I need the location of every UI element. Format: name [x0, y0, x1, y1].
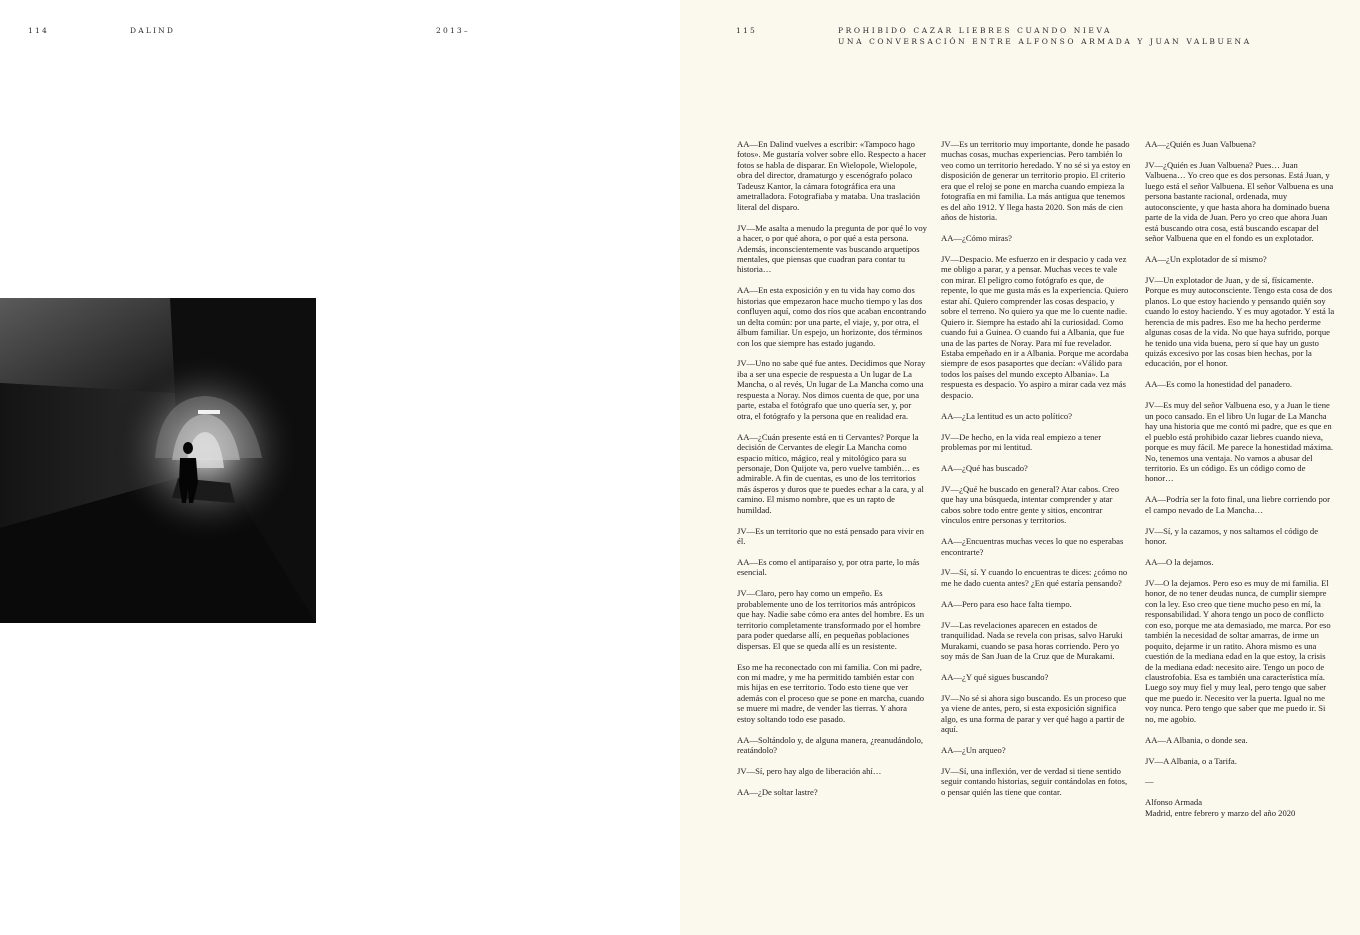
paragraph: AA—Es como la honestidad del panadero.: [1145, 379, 1293, 390]
interview-column-1: [737, 139, 927, 808]
paragraph: JV—Sí, pero hay algo de liberación ahí…: [737, 766, 882, 777]
signature-name: Alfonso Armada: [1145, 797, 1203, 808]
paragraph: AA—¿Quién es Juan Valbuena?: [1145, 139, 1256, 149]
paragraph: Eso me ha reconectado con mi familia. Con mi padre, con mi madre, y me ha permitido también estar con mis hijas en ese territorio. Todo esto tiene que ver además con el proceso que se pone en marcha, cuando se muere mi madre, de vender las tierras. Y ahora estoy soltando todo ese pasado.: [737, 661, 925, 724]
paragraph: JV—Sí, una inflexión, ver de verdad si tiene sentido seguir contando historias, seguir contándolas en fotos, o pensar quién las tiene que contar.: [941, 765, 1128, 797]
paragraph: AA—¿Cómo miras?: [941, 233, 1012, 244]
paragraph: AA—¿Y qué sigues buscando?: [941, 671, 1049, 682]
interview-column-2: [941, 139, 1131, 808]
paragraph: JV—Despacio. Me esfuerzo en ir despacio y cada vez me obligo a parar, y a pensar. Muchas veces te vale con mirar. El peligro como fotógrafo es que, de repente, lo que me gusta más es la experiencia. Quiero estar ahí. Quiero comprender las cosas despacio, y sobre el terreno. No quiero ya que me lo cuente nadie. Quiero ir. Siempre ha estado ahí la curiosidad. Como cuando fui a Guinea. O cuando fui a Albania, que fue una de las partes de Noray. Para mí fue revelador. Estaba empeñado en ir a Albania. Porque me acordaba siempre de esos pasaportes que decían: «Válido para todos los países del mundo excepto Albania». La respuesta es despacio. Yo aspiro a mirar cada vez más despacio.: [941, 253, 1129, 400]
paragraph: JV—Claro, pero hay como un empeño. Es probablemente uno de los territorios más antrópicos que hay. Nadie sabe cómo era antes del hombre. Es un territorio completamente transformado por el hombre para poder quedarse allí, en pequeñas poblaciones dispersas. El que se queda allí es un resistente.: [737, 588, 925, 651]
paragraph: AA—¿Un arqueo?: [941, 745, 1006, 756]
paragraph: AA—Soltándolo y, de alguna manera, ¿reanudándolo, reatándolo?: [737, 734, 924, 756]
paragraph: AA—¿Un explotador de sí mismo?: [1145, 253, 1267, 264]
paragraph: JV—Es muy del señor Valbuena eso, y a Juan le tiene un poco cansado. En el libro Un lugar de La Mancha hay una historia que me contó mi padre, que es que en el pueblo está prohibido cazar liebres cuando nieva, porque es muy fácil. Me parece la honestidad máxima. No, tenemos una ventaja. No vamos a abusar del territorio. Es un código. Es un código como de honor…: [1145, 400, 1334, 484]
paragraph: JV—De hecho, en la vida real empiezo a tener problemas por mi lentitud.: [941, 431, 1102, 453]
paragraph: AA—Pero para eso hace falta tiempo.: [941, 598, 1072, 609]
paragraph: JV—Un explotador de Juan, y de sí, físicamente. Porque es muy autoconsciente. Tengo esta cosa de dos planos. Lo que estoy haciendo y pensando quién soy cuando lo estoy haciendo. Y es muy agotador. Y está la herencia de mis padres. Eso me ha hecho perderme algunas cosas de la vida. No que haya sufrido, porque he tenido una vida buena, pero sí que hay un gusto quizás excesivo por las cosas bien hechas, por la educación, por el honor.: [1145, 274, 1335, 369]
paragraph: AA—¿Cuán presente está en ti Cervantes? Porque la decisión de Cervantes de elegir La Mancha como espacio mítico, mágico, real y mitológico para su personaje, Don Quijote va, pero vuelve también… es admirable. A fin de cuentas, es uno de los territorios más ásperos y duros que te puedes echar a la cara, y al camino. El mismo nombre, que es un rapto de humildad.: [737, 431, 924, 515]
paragraph: JV—Sí, y la cazamos, y nos saltamos el código de honor.: [1145, 525, 1319, 547]
page-number-left: 114: [28, 26, 49, 35]
paragraph: JV—A Albania, o a Tarifa.: [1145, 755, 1237, 766]
paragraph: AA—¿Qué has buscado?: [941, 462, 1028, 473]
article-heading: [838, 26, 1252, 47]
paragraph: JV—Las revelaciones aparecen en estados de tranquilidad. Nada se revela con prisas, salvo Haruki Murakami, cuando se pasa horas corriendo. Pero yo soy más de San Juan de la Cruz que de Murakami.: [941, 619, 1123, 662]
paragraph: JV—Me asalta a menudo la pregunta de por qué lo voy a hacer, o por qué ahora, o por qué a esta persona. Además, inconscientemente vas buscando arquetipos mentales, que piensas que cuadran para contar tu historia…: [737, 222, 927, 275]
paragraph: AA—Es como el antiparaíso y, por otra parte, lo más esencial.: [737, 557, 920, 578]
paragraph: AA—A Albania, o donde sea.: [1145, 734, 1248, 745]
paragraph: AA—En Dalind vuelves a escribir: «Tampoco hago fotos». Me gustaría volver sobre ello. Respecto a hacer fotos se habla de disparar. En Wielopole, Wielopole, obra del director, dramaturgo y escenógrafo polaco Tadeusz Kantor, la cámara fotográfica era una ametralladora. Fotografiaba y mataba. Una traslación literal del disparo.: [737, 139, 926, 212]
paragraph: JV—Uno no sabe qué fue antes. Decidimos que Noray iba a ser una especie de respuesta a Un lugar de La Mancha, o al revés, Un lugar de La Mancha como una respuesta a Noray. Nos dimos cuenta de que, por una parte, estaba el fotógrafo que uno quería ser, y, por otra, el fotógrafo y la persona que en realidad era.: [737, 358, 926, 421]
paragraph: JV—¿Quién es Juan Valbuena? Pues… Juan Valbuena… Yo creo que es dos personas. Está Juan, y luego está el señor Valbuena. El señor Valbuena es una persona bastante racional, ordenada, muy autoconsciente, y que hasta ahora ha dominado buena parte de la vida de Juan. Pero yo creo que ahora Juan está buscando otra cosa, está buscando escapar del señor Valbuena que en el fondo es un explotador.: [1145, 159, 1334, 244]
paragraph: JV—¿Qué he buscado en general? Atar cabos. Creo que hay una búsqueda, intentar comprender y atar cabos sobre todo entre gente y sitios, encontrar vínculos entre personas y territorios.: [941, 483, 1120, 526]
year-range: 2013–: [436, 26, 470, 35]
interview-column-3: [1145, 139, 1335, 818]
paragraph: AA—En esta exposición y en tu vida hay como dos historias que empezaron hace mucho tiempo y las dos confluyen aquí, como dos ríos que acaban encontrando un delta común: por una parte, el viaje, y, por otra, el álbum familiar. Un espejo, un horizonte, dos términos con los que siempre has estado jugando.: [737, 285, 926, 348]
paragraph: JV—No sé si ahora sigo buscando. Es un proceso que ya viene de antes, pero, si esta exposición significa algo, es una forma de parar y ver qué hago a partir de aquí.: [941, 692, 1127, 735]
running-head: DALIND: [130, 26, 176, 35]
article-title: PROHIBIDO CAZAR LIEBRES CUANDO NIEVA: [838, 26, 1113, 35]
paragraph: AA—Podría ser la foto final, una liebre corriendo por el campo nevado de La Mancha…: [1145, 494, 1330, 515]
paragraph: JV—Sí, sí. Y cuando lo encuentras te dices: ¿cómo no me he dado cuenta antes? ¿En qué estaría pensando?: [941, 567, 1128, 588]
paragraph: JV—O la dejamos. Pero eso es muy de mi familia. El honor, de no tener deudas nunca, de cumplir siempre con la ley. Eso creo que tiene mucho peso en mí, la responsabilidad. Y ahora tengo un poco de conflicto con eso, porque me ata demasiado, me marca. Por eso también la necesidad de soltar amarras, de irme un poquito, dejarme ir un ratito. Ahora mismo es una cuestión de la mediana edad en la que estoy, la crisis de la mediana edad: necesito aire. Tengo un poco de claustrofobia. Esa es también una característica mía. Luego soy muy fiel y muy leal, pero tengo que saber que me puedo ir. Necesito ver la puerta. Igual no me voy nunca. Pero tengo que saber que me puedo ir. Si no, me agobio.: [1145, 577, 1331, 724]
paragraph: AA—¿La lentitud es un acto político?: [941, 410, 1073, 421]
tunnel-photo: [0, 298, 316, 623]
paragraph: AA—O la dejamos.: [1145, 557, 1214, 567]
paragraph: AA—¿De soltar lastre?: [737, 786, 818, 797]
paragraph: JV—Es un territorio que no está pensado para vivir en él.: [737, 525, 924, 547]
paragraph: JV—Es un territorio muy importante, donde he pasado muchas cosas, muchas experiencias. Pero también lo veo como un territorio heredado. Y no sé si ya estoy en disposición de generar un territorio propio. El criterio era que el reloj se pone en marcha cuando empieza la fotografía en mi familia. La más antigua que tenemos es del año 1912. Y llega hasta 2020. Son más de cien años de historia.: [941, 139, 1131, 223]
page-number-right: 115: [736, 26, 757, 35]
paragraph: —: [1145, 776, 1154, 787]
signature-place-date: Madrid, entre febrero y marzo del año 2020: [1145, 807, 1296, 818]
paragraph: AA—¿Encuentras muchas veces lo que no esperabas encontrarte?: [941, 536, 1124, 557]
article-subtitle: UNA CONVERSACIÓN ENTRE ALFONSO ARMADA Y JUAN VALBUENA: [838, 36, 1252, 46]
